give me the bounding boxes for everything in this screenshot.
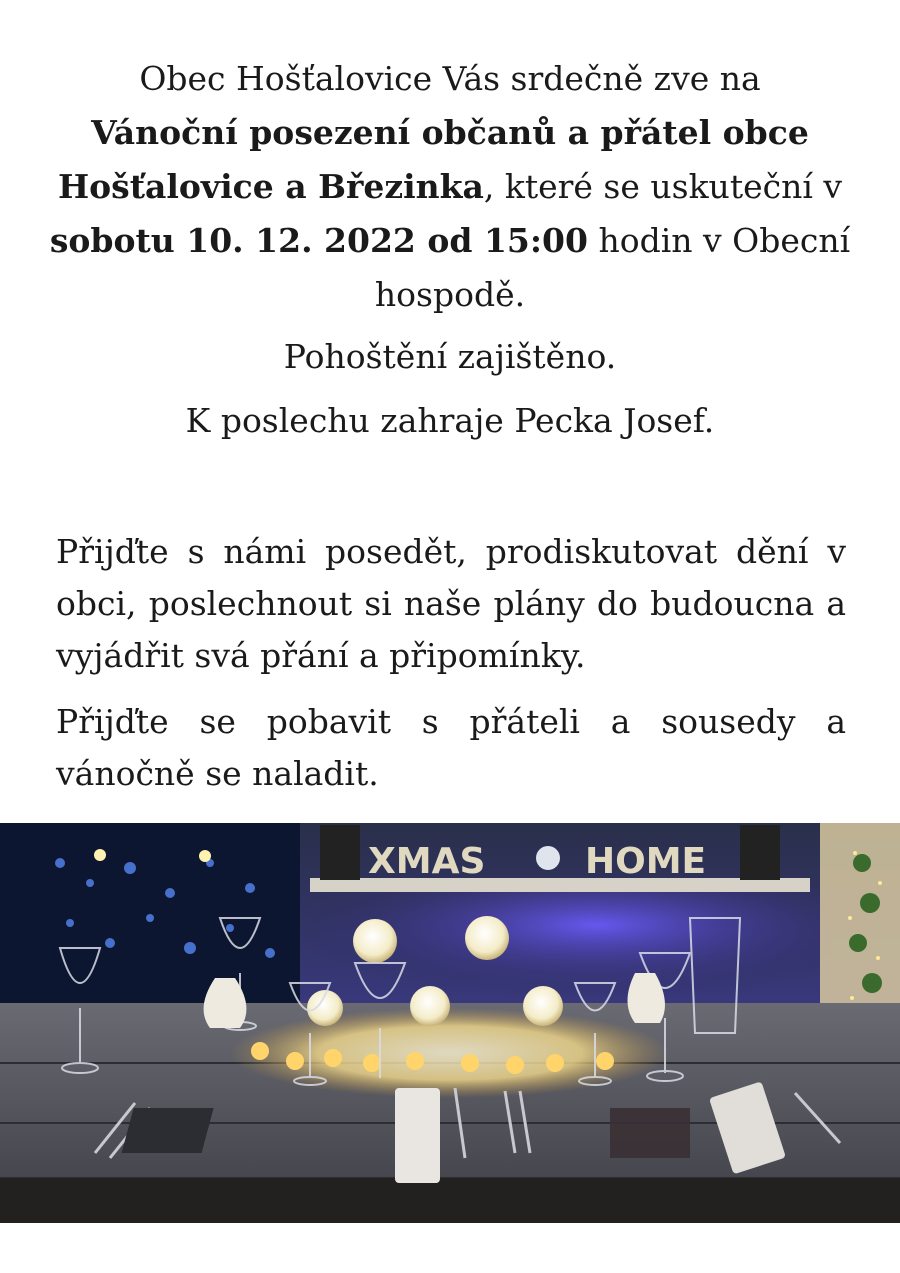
sign-xmas: XMAS (368, 841, 486, 882)
invitation-after-title: , které se uskuteční v (483, 167, 843, 206)
music-note: K poslechu zahraje Pecka Josef. (185, 401, 715, 440)
invitation-line1: Obec Hošťalovice Vás srdečně zve na (139, 59, 761, 98)
christmas-table-photo (0, 823, 900, 1223)
refreshment-note: Pohoštění zajištěno. (283, 337, 617, 376)
event-date-time: sobotu 10. 12. 2022 od 15:00 (49, 221, 588, 260)
invitation-text (40, 52, 860, 322)
event-title: Vánoční posezení občanů a přátel obce Hošťalovice a Březinka (57, 113, 809, 206)
event-place: hodin v Obecní hospodě. (374, 221, 851, 314)
paragraph-fun: Přijďte se pobavit s přáteli a sousedy a vánočně se naladit. (56, 702, 846, 793)
sign-home: HOME (585, 841, 707, 882)
paragraph-discussion: Přijďte s námi posedět, prodiskutovat dění v obci, poslechnout si naše plány do budoucna a vyjádřit svá přání a připomínky. (56, 532, 846, 675)
